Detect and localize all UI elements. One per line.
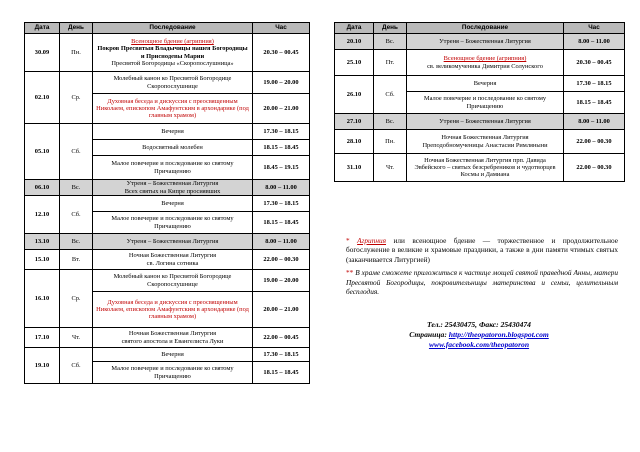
note-relics [346, 268, 618, 296]
date-cell: 26.10 [335, 76, 374, 114]
day-cell: Вт. [60, 250, 93, 270]
time-cell: 19.00 – 20.00 [253, 270, 310, 292]
service-line: св. великомученика Димитрия Солунского [427, 62, 543, 70]
schedule-row [25, 270, 310, 292]
service-cell [407, 154, 564, 182]
schedule-table-right [334, 22, 625, 182]
date-cell: 27.10 [335, 114, 374, 130]
schedule-row [335, 154, 625, 182]
day-cell: Пн. [60, 34, 93, 72]
header-day: День [374, 23, 407, 34]
service-cell [93, 234, 253, 250]
date-cell: 12.10 [25, 196, 60, 234]
date-cell: 06.10 [25, 180, 60, 196]
time-cell: 19.00 – 20.00 [253, 72, 310, 94]
service-cell [93, 180, 253, 196]
service-cell [407, 92, 564, 114]
service-cell [93, 292, 253, 328]
facebook-link[interactable]: www.facebook.com/theopatoron [428, 340, 530, 349]
blog-link[interactable]: http://theopatoron.blogspot.com [448, 330, 549, 339]
service-line: Всех святых на Кипре просиявших [124, 187, 221, 195]
service-line: Молебный канон ко Пресвятой Богородице Скоропослушнице [113, 273, 232, 288]
time-cell: 8.00 – 11.00 [253, 234, 310, 250]
time-cell: 20.00 – 21.00 [253, 292, 310, 328]
service-cell [93, 94, 253, 124]
service-line: Молебный канон ко Пресвятой Богородице Скоропослушнице [113, 75, 232, 90]
service-cell [93, 72, 253, 94]
time-cell: 17.30 – 18.15 [253, 196, 310, 212]
service-cell [93, 212, 253, 234]
header-time: Час [564, 23, 625, 34]
date-cell: 28.10 [335, 130, 374, 154]
service-cell [407, 50, 564, 76]
service-line: Преподобномученицы Анастасии Римляныни [422, 141, 548, 149]
service-line: Духовная беседа и дискуссия с преосвященным Николаем, епископом Амафунтским в архондарике (под главным храмом) [96, 97, 249, 120]
service-line: Покров Пресвятыя Владычицы нашея Богородицы и Приснодевы Марии [97, 45, 248, 60]
service-line: Утреня – Божественная Литургия [439, 117, 531, 125]
schedule-row [25, 234, 310, 250]
header-time: Час [253, 23, 310, 34]
table-header [25, 23, 310, 34]
day-cell: Сб. [60, 124, 93, 180]
time-cell: 8.00 – 11.00 [253, 180, 310, 196]
day-cell: Вс. [60, 234, 93, 250]
notes [346, 236, 618, 300]
date-cell: 20.10 [335, 34, 374, 50]
time-cell: 18.15 – 18.45 [253, 140, 310, 156]
header-date: Дата [25, 23, 60, 34]
time-cell: 17.30 – 18.15 [253, 348, 310, 362]
day-cell: Сб. [374, 76, 407, 114]
service-line: Вечерня [161, 199, 184, 207]
time-cell: 17.30 – 18.15 [564, 76, 625, 92]
day-cell: Чт. [60, 328, 93, 348]
time-cell: 20.30 – 00.45 [564, 50, 625, 76]
header-service: Последование [407, 23, 564, 34]
time-cell: 18.15 – 18.45 [253, 212, 310, 234]
time-cell: 18.15 – 18.45 [564, 92, 625, 114]
schedule-row [335, 76, 625, 92]
day-cell: Вс. [374, 34, 407, 50]
note-star: * [346, 236, 350, 245]
schedule-row [25, 196, 310, 212]
service-cell [93, 196, 253, 212]
date-cell: 17.10 [25, 328, 60, 348]
time-cell: 18.45 – 19.15 [253, 156, 310, 180]
service-line: Ночная Божественная Литургия [128, 252, 217, 260]
note-text: В храме сможете приложиться к частице мощей святой праведной Анны, матери Пресвятой Богородицы, покровительницы материнства и семьи, целительным бесплодия. [346, 268, 619, 297]
service-line: Ночная Божественная Литургия [128, 330, 217, 338]
schedule-row [25, 124, 310, 140]
phone-fax: Тел.: 25430475, Факс: 25430474 [427, 320, 531, 329]
service-line: Малое повечерие и последование ко святому Причащению [111, 365, 234, 380]
service-cell [407, 130, 564, 154]
time-cell: 20.30 – 00.45 [253, 34, 310, 72]
time-cell: 22.00 – 00.30 [564, 130, 625, 154]
day-cell: Пн. [374, 130, 407, 154]
schedule-row [25, 328, 310, 348]
service-line: Утреня – Божественная Литургия [439, 37, 531, 45]
date-cell: 19.10 [25, 348, 60, 384]
schedule-row [25, 348, 310, 362]
service-line: Малое повечерие и последование ко святому Причащению [423, 95, 547, 110]
date-cell: 31.10 [335, 154, 374, 182]
service-line: Духовная беседа и дискуссия с преосвященным Николаем, епископом Амафунтским в архондарике (под главным храмом) [96, 298, 249, 321]
service-line: Малое повечерие и последование ко святому Причащению [111, 215, 234, 230]
service-cell [407, 114, 564, 130]
service-line: Пресвятой Богородицы «Скоропослушница» [111, 59, 234, 67]
service-line: Вечерня [161, 127, 184, 135]
header-service: Последование [93, 23, 253, 34]
time-cell: 22.00 – 00.45 [253, 328, 310, 348]
day-cell: Ср. [60, 72, 93, 124]
schedule-row [25, 250, 310, 270]
schedule-row [25, 34, 310, 72]
service-line: Водосвятный молебен [142, 143, 203, 151]
service-line: Всенощное бдение (агрипния) [131, 38, 214, 46]
date-cell: 13.10 [25, 234, 60, 250]
service-cell [93, 34, 253, 72]
service-cell [407, 34, 564, 50]
service-line: Малое повечерие и последование ко святому Причащению [111, 160, 234, 175]
page-label: Страница: [409, 330, 447, 339]
service-cell [93, 328, 253, 348]
date-cell: 02.10 [25, 72, 60, 124]
time-cell: 18.15 – 18.45 [253, 362, 310, 384]
contact-block [334, 320, 624, 350]
date-cell: 30.09 [25, 34, 60, 72]
service-cell [407, 76, 564, 92]
day-cell: Пт. [374, 50, 407, 76]
service-cell [93, 348, 253, 362]
service-line: Утреня – Божественная Литургия [126, 180, 219, 188]
day-cell: Чт. [374, 154, 407, 182]
time-cell: 17.30 – 18.15 [253, 124, 310, 140]
service-cell [93, 124, 253, 140]
day-cell: Вс. [60, 180, 93, 196]
schedule-table-left [24, 22, 310, 384]
schedule-row [25, 180, 310, 196]
facebook-line [334, 340, 624, 350]
time-cell: 22.00 – 00.30 [253, 250, 310, 270]
date-cell: 25.10 [335, 50, 374, 76]
note-star: ** [346, 268, 354, 278]
day-cell: Ср. [60, 270, 93, 328]
service-line: Вечерня [473, 79, 497, 87]
schedule-row [335, 34, 625, 50]
note-text: или всенощное бдение — торжественное и продолжительное богослужение в великие и храмовые праздники, а также в дни памяти чтимых святых (заканчивается Литургией) [346, 236, 618, 264]
day-cell: Сб. [60, 196, 93, 234]
service-cell [93, 250, 253, 270]
table-header [335, 23, 625, 34]
day-cell: Вс. [374, 114, 407, 130]
header-day: День [60, 23, 93, 34]
note-term: Агрипния [357, 236, 387, 245]
date-cell: 16.10 [25, 270, 60, 328]
service-line: св. Логина сотника [146, 259, 199, 267]
time-cell: 8.00 – 11.00 [564, 34, 625, 50]
service-cell [93, 362, 253, 384]
service-cell [93, 140, 253, 156]
note-agripnia [346, 236, 618, 264]
header-date: Дата [335, 23, 374, 34]
service-line: Утреня – Божественная Литургия [126, 237, 219, 245]
schedule-row [335, 50, 625, 76]
time-cell: 8.00 – 11.00 [564, 114, 625, 130]
service-cell [93, 270, 253, 292]
service-cell [93, 156, 253, 180]
date-cell: 15.10 [25, 250, 60, 270]
date-cell: 05.10 [25, 124, 60, 180]
service-line: Ночная Божественная Литургия [441, 134, 529, 142]
day-cell: Сб. [60, 348, 93, 384]
time-cell: 22.00 – 00.30 [564, 154, 625, 182]
time-cell: 20.00 – 21.00 [253, 94, 310, 124]
schedule-row [25, 72, 310, 94]
service-line: Вечерня [161, 350, 184, 358]
schedule-row [335, 114, 625, 130]
schedule-row [335, 130, 625, 154]
page-line [334, 330, 624, 340]
service-line: Всенощное бдение (агрипния) [443, 55, 527, 63]
service-line: святого апостола и Евангелиста Луки [121, 337, 224, 345]
service-line: Ночная Божественная Литургия прп. Давида Эвбейского – святых безсребреников и чудотворцев Космы и Дамиана [414, 156, 556, 179]
